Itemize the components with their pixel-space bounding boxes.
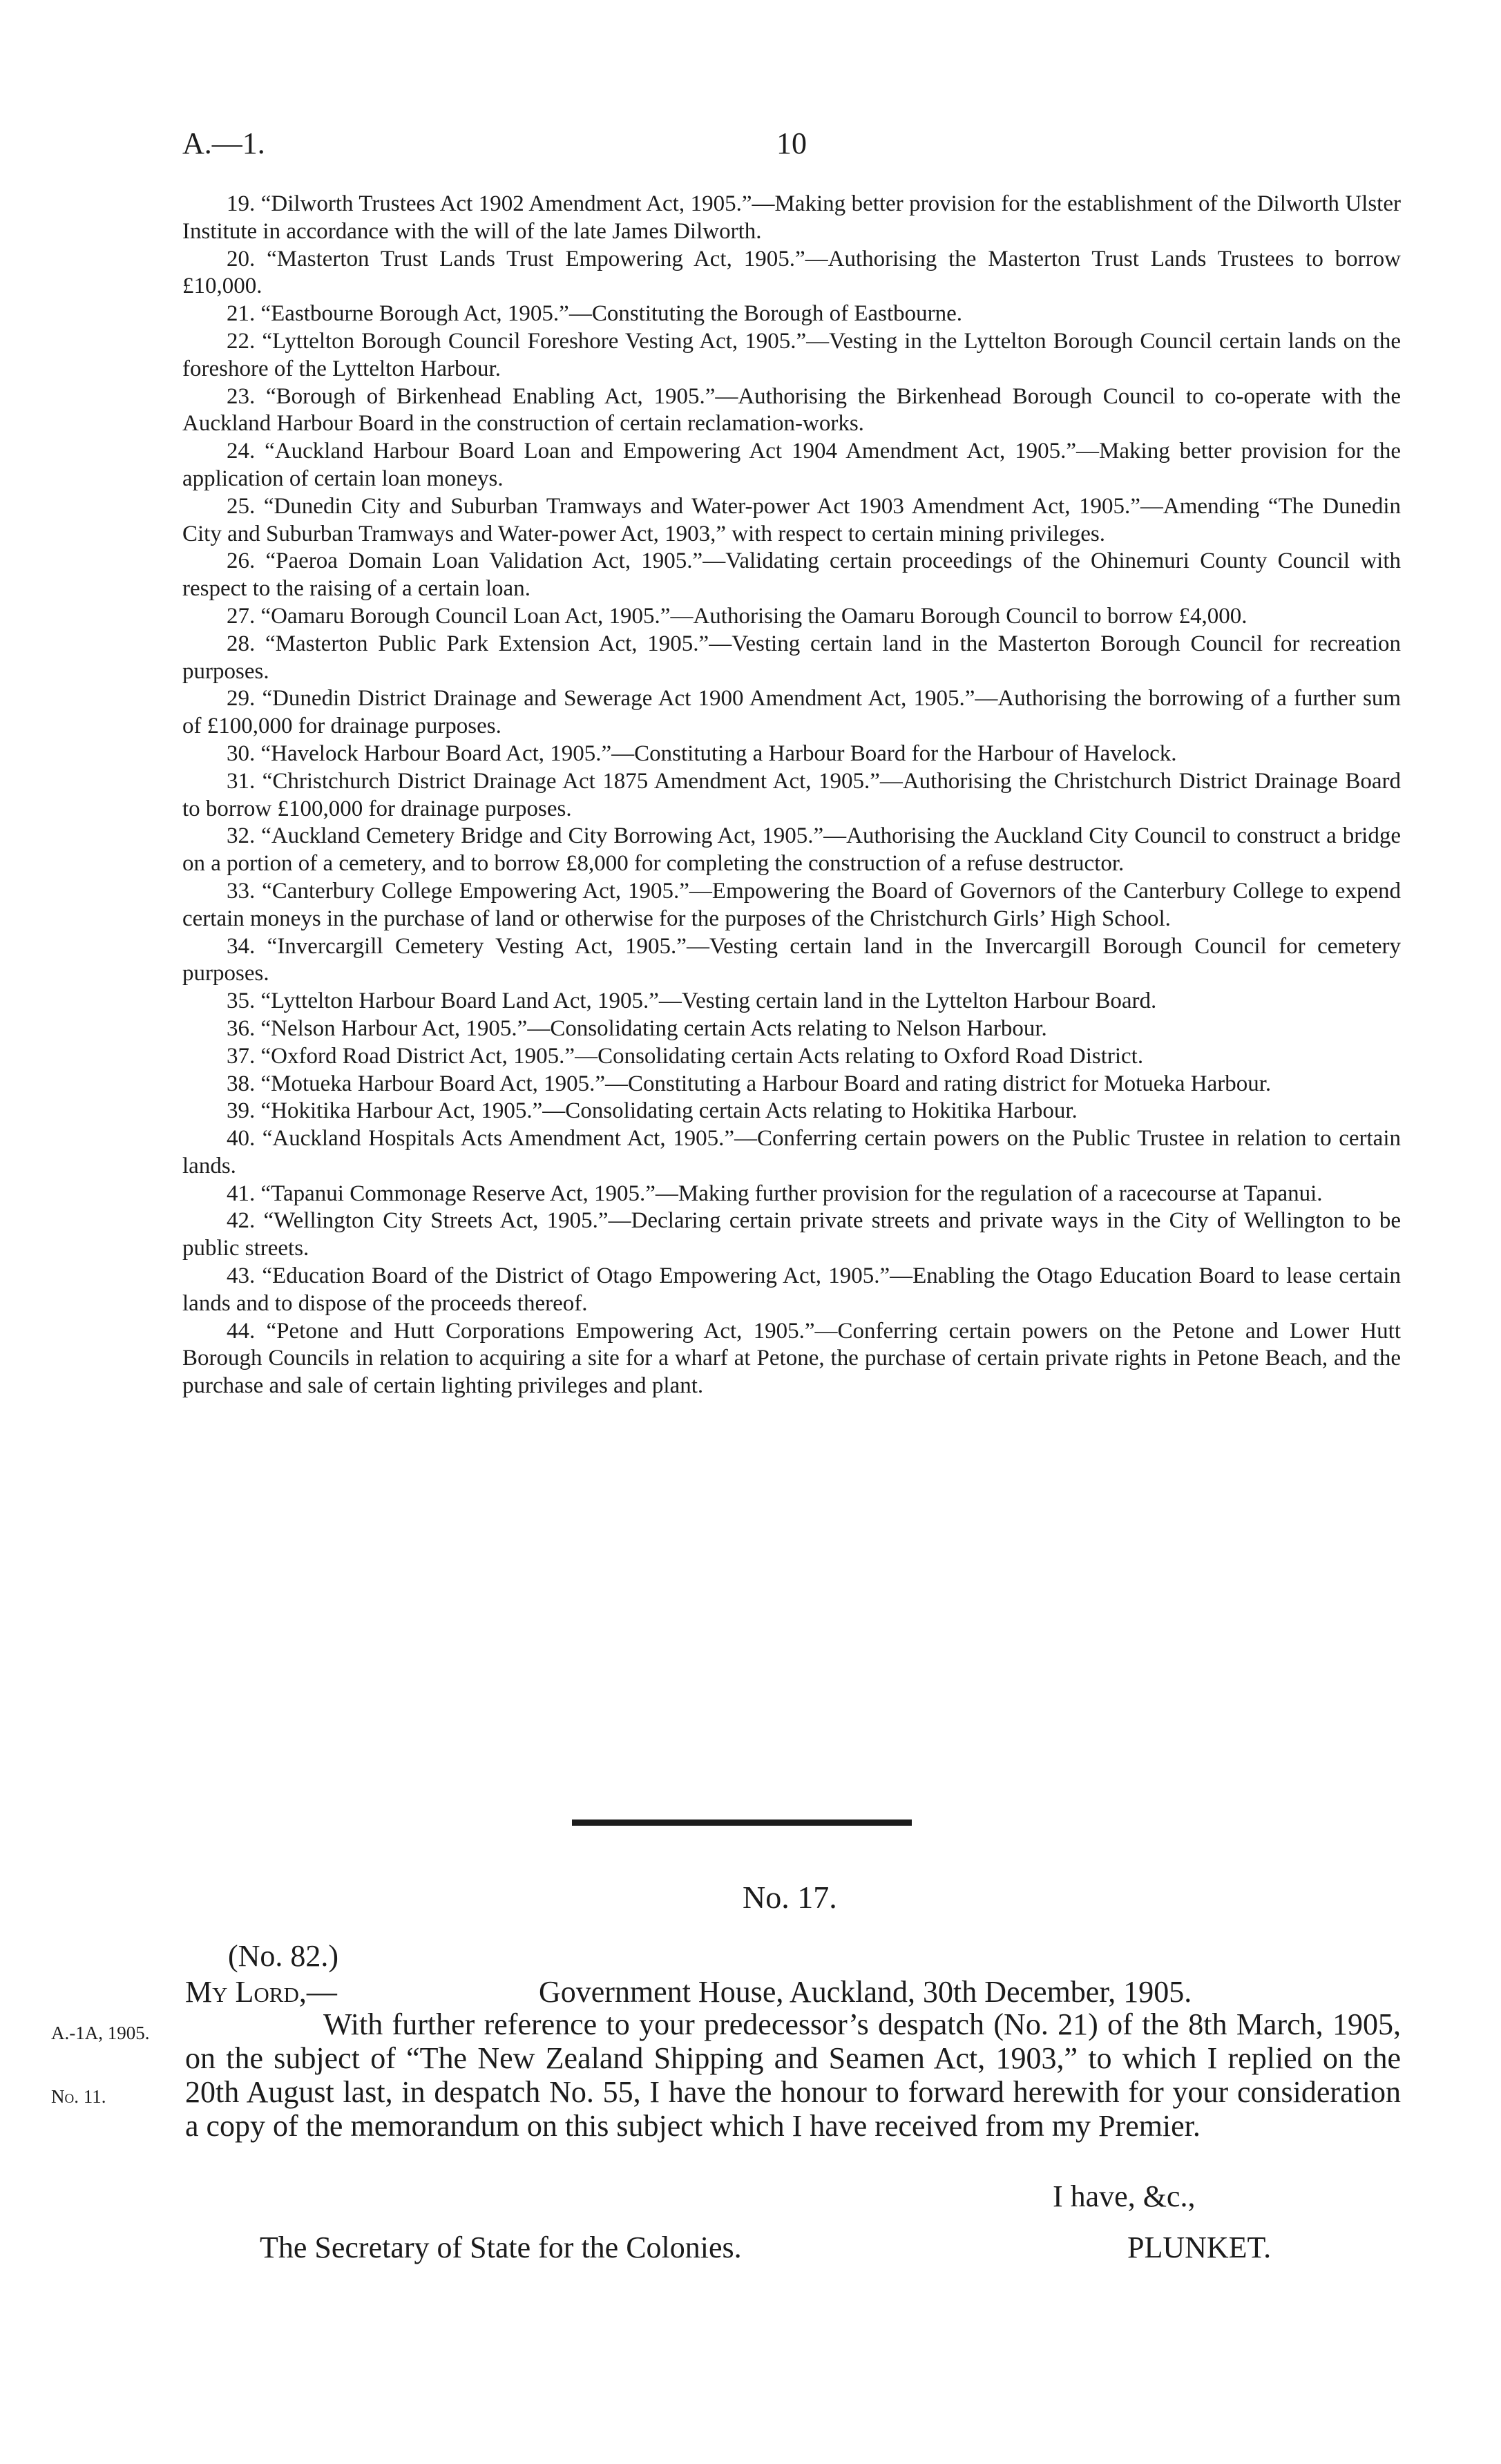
salutation: My Lord,— <box>185 1975 337 2009</box>
addressee: The Secretary of State for the Colonies. <box>260 2231 742 2264</box>
act-item: 19. “Dilworth Trustees Act 1902 Amendment Act, 1905.”—Making better provision for the establishment of the Dilworth Ulster Institute in accordance with the will of the late James Dilworth. <box>182 191 1401 244</box>
act-item: 25. “Dunedin City and Suburban Tramways and Water-power Act 1903 Amendment Act, 1905.”—Amending “The Dunedin City and Suburban Tramways and Water-power Act, 1903,” with respect to certain mining privileges. <box>182 493 1401 546</box>
act-item: 24. “Auckland Harbour Board Loan and Empowering Act 1904 Amendment Act, 1905.”—Making better provision for the application of certain loan moneys. <box>182 439 1401 491</box>
act-item: 35. “Lyttelton Harbour Board Land Act, 1905.”—Vesting certain land in the Lyttelton Harbour Board. <box>227 989 1157 1014</box>
act-item: 22. “Lyttelton Borough Council Foreshore Vesting Act, 1905.”—Vesting in the Lyttelton Borough Council certain lands on the foreshore of the Lyttelton Harbour. <box>182 328 1401 381</box>
act-item: 41. “Tapanui Commonage Reserve Act, 1905.”—Making further provision for the regulation of a racecourse at Tapanui. <box>227 1181 1323 1206</box>
act-item: 44. “Petone and Hutt Corporations Empowering Act, 1905.”—Conferring certain powers on the Petone and Lower Hutt Borough Councils in relation to acquiring a site for a wharf at Petone, the purchase of certain private rights in Petone Beach, and the purchase and sale of certain lighting privileges and plant. <box>182 1318 1401 1399</box>
act-item: 29. “Dunedin District Drainage and Sewerage Act 1900 Amendment Act, 1905.”—Authorising the borrowing of a further sum of £100,000 for drainage purposes. <box>182 686 1401 739</box>
act-item: 34. “Invercargill Cemetery Vesting Act, 1905.”—Vesting certain land in the Invercargill Borough Council for cemetery purposes. <box>182 933 1401 986</box>
act-item: 27. “Oamaru Borough Council Loan Act, 1905.”—Authorising the Oamaru Borough Council to borrow £4,000. <box>227 603 1247 629</box>
act-item: 31. “Christchurch District Drainage Act 1875 Amendment Act, 1905.”—Authorising the Christchurch District Drainage Board to borrow £100,000 for drainage purposes. <box>182 768 1401 821</box>
place-date: Government House, Auckland, 30th December, 1905. <box>539 1975 1192 2009</box>
closing: I have, &c., <box>1053 2179 1196 2213</box>
despatch-body: With further reference to your predecessor’s despatch (No. 21) of the 8th March, 1905, on the subject of “The New Zealand Shipping and Seamen Act, 1903,” to which I replied on the 20th August last, in despatch No. 55, I have the honour to forward herewith for your consideration a copy of the memorandum on this subject which I have received from my Premier. <box>185 2007 1401 2143</box>
act-item: 36. “Nelson Harbour Act, 1905.”—Consolidating certain Acts relating to Nelson Harbour. <box>227 1015 1047 1041</box>
act-item: 40. “Auckland Hospitals Acts Amendment Act, 1905.”—Conferring certain powers on the Public Trustee in relation to certain lands. <box>182 1126 1401 1178</box>
act-item: 23. “Borough of Birkenhead Enabling Act, 1905.”—Authorising the Birkenhead Borough Council to co-operate with the Auckland Harbour Board in the construction of certain reclamation-works. <box>182 383 1401 437</box>
act-item: 43. “Education Board of the District of Otago Empowering Act, 1905.”—Enabling the Otago Education Board to lease certain lands and to dispose of the proceeds thereof. <box>182 1263 1401 1316</box>
act-item: 20. “Masterton Trust Lands Trust Empowering Act, 1905.”—Authorising the Masterton Trust Lands Trustees to borrow £10,000. <box>182 246 1401 299</box>
act-item: 42. “Wellington City Streets Act, 1905.”—Declaring certain private streets and private ways in the City of Wellington to be public streets. <box>182 1208 1401 1261</box>
act-item: 32. “Auckland Cemetery Bridge and City Borrowing Act, 1905.”—Authorising the Auckland City Council to construct a bridge on a portion of a cemetery, and to borrow £8,000 for completing the construction of a refuse destructor. <box>182 823 1401 877</box>
act-item: 33. “Canterbury College Empowering Act, 1905.”—Empowering the Board of Governors of the Canterbury College to expend certain moneys in the purchase of land or otherwise for the purposes of the Christchurch Girls’ High School. <box>182 878 1401 931</box>
act-item: 21. “Eastbourne Borough Act, 1905.”—Constituting the Borough of Eastbourne. <box>227 301 963 327</box>
paper-reference: A.—1. <box>182 126 265 160</box>
signature: PLUNKET. <box>1127 2231 1272 2264</box>
despatch-number: No. 17. <box>743 1880 837 1915</box>
act-item: 30. “Havelock Harbour Board Act, 1905.”—Constituting a Harbour Board for the Harbour of Havelock. <box>227 741 1177 766</box>
act-item: 28. “Masterton Public Park Extension Act, 1905.”—Vesting certain land in the Masterton Borough Council for recreation purposes. <box>182 631 1401 684</box>
margin-note: No. 11. <box>51 2086 106 2107</box>
act-item: 37. “Oxford Road District Act, 1905.”—Consolidating certain Acts relating to Oxford Road District. <box>227 1043 1144 1069</box>
act-item: 39. “Hokitika Harbour Act, 1905.”—Consolidating certain Acts relating to Hokitika Harbour. <box>227 1098 1078 1124</box>
page-number: 10 <box>776 126 807 160</box>
act-item: 26. “Paeroa Domain Loan Validation Act, 1905.”—Validating certain proceedings of the Ohinemuri County Council with respect to the raising of a certain loan. <box>182 548 1401 602</box>
act-item: 38. “Motueka Harbour Board Act, 1905.”—Constituting a Harbour Board and rating district for Motueka Harbour. <box>227 1071 1272 1096</box>
margin-note: A.-1A, 1905. <box>51 2023 150 2043</box>
despatch-reference: (No. 82.) <box>228 1939 339 1973</box>
